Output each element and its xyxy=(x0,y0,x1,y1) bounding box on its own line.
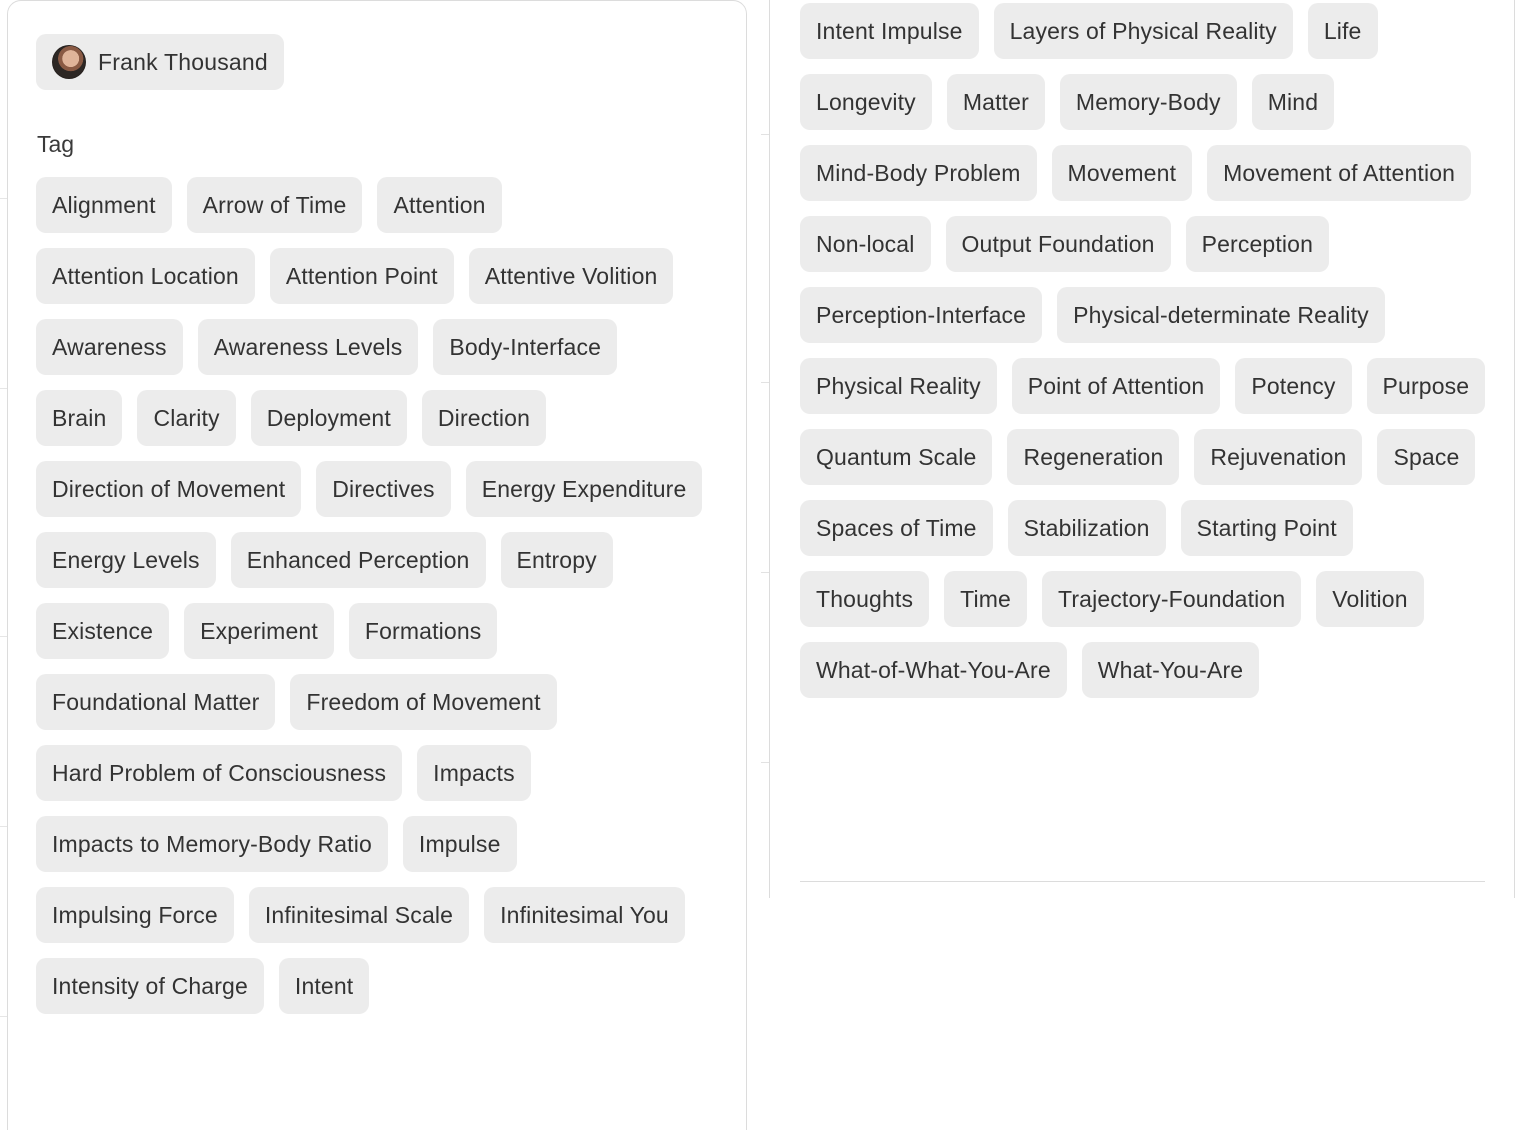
tag-chip-experiment[interactable]: Experiment xyxy=(184,603,334,659)
tag-list-left xyxy=(36,177,716,1014)
tag-chip-what-you-are[interactable]: What-You-Are xyxy=(1082,642,1259,698)
tag-chip-mind[interactable]: Mind xyxy=(1252,74,1334,130)
tag-chip-freedom-of-movement[interactable]: Freedom of Movement xyxy=(290,674,556,730)
tag-chip-deployment[interactable]: Deployment xyxy=(251,390,407,446)
tag-chip-movement[interactable]: Movement xyxy=(1052,145,1193,201)
tag-chip-infinitesimal-you[interactable]: Infinitesimal You xyxy=(484,887,685,943)
tag-chip-mind-body-problem[interactable]: Mind-Body Problem xyxy=(800,145,1037,201)
tag-chip-non-local[interactable]: Non-local xyxy=(800,216,931,272)
panel-gutter xyxy=(749,0,769,1130)
tag-chip-layers-of-physical-reality[interactable]: Layers of Physical Reality xyxy=(994,3,1293,59)
tag-chip-attention[interactable]: Attention xyxy=(377,177,501,233)
section-divider xyxy=(800,881,1485,882)
tag-chip-stabilization[interactable]: Stabilization xyxy=(1008,500,1166,556)
tag-list-right xyxy=(800,3,1490,698)
owner-name: Frank Thousand xyxy=(98,48,268,75)
tag-chip-volition[interactable]: Volition xyxy=(1316,571,1423,627)
tag-chip-body-interface[interactable]: Body-Interface xyxy=(433,319,617,375)
tag-chip-physical-determinate-reality[interactable]: Physical-determinate Reality xyxy=(1057,287,1385,343)
tag-chip-foundational-matter[interactable]: Foundational Matter xyxy=(36,674,275,730)
tag-chip-brain[interactable]: Brain xyxy=(36,390,122,446)
tag-chip-time[interactable]: Time xyxy=(944,571,1027,627)
tag-chip-intent-impulse[interactable]: Intent Impulse xyxy=(800,3,979,59)
tag-chip-memory-body[interactable]: Memory-Body xyxy=(1060,74,1237,130)
owner-chip[interactable] xyxy=(36,34,284,90)
tag-chip-enhanced-perception[interactable]: Enhanced Perception xyxy=(231,532,486,588)
tag-chip-matter[interactable]: Matter xyxy=(947,74,1045,130)
tag-chip-impacts[interactable]: Impacts xyxy=(417,745,531,801)
tag-chip-starting-point[interactable]: Starting Point xyxy=(1181,500,1353,556)
tags-panel-left xyxy=(7,0,747,1130)
tag-chip-energy-expenditure[interactable]: Energy Expenditure xyxy=(466,461,703,517)
tag-chip-regeneration[interactable]: Regeneration xyxy=(1007,429,1179,485)
tag-chip-space[interactable]: Space xyxy=(1377,429,1475,485)
tag-chip-potency[interactable]: Potency xyxy=(1235,358,1351,414)
tag-chip-direction-of-movement[interactable]: Direction of Movement xyxy=(36,461,301,517)
tag-chip-intensity-of-charge[interactable]: Intensity of Charge xyxy=(36,958,264,1014)
avatar-icon xyxy=(52,45,86,79)
tag-chip-awareness-levels[interactable]: Awareness Levels xyxy=(198,319,419,375)
tag-chip-existence[interactable]: Existence xyxy=(36,603,169,659)
tag-chip-attention-location[interactable]: Attention Location xyxy=(36,248,255,304)
tag-chip-longevity[interactable]: Longevity xyxy=(800,74,932,130)
tag-chip-infinitesimal-scale[interactable]: Infinitesimal Scale xyxy=(249,887,469,943)
tag-chip-energy-levels[interactable]: Energy Levels xyxy=(36,532,216,588)
tag-chip-quantum-scale[interactable]: Quantum Scale xyxy=(800,429,992,485)
background-edge xyxy=(0,0,7,1130)
tag-chip-entropy[interactable]: Entropy xyxy=(501,532,613,588)
tag-chip-output-foundation[interactable]: Output Foundation xyxy=(946,216,1171,272)
tag-chip-physical-reality[interactable]: Physical Reality xyxy=(800,358,997,414)
tag-chip-hard-problem-of-consciousness[interactable]: Hard Problem of Consciousness xyxy=(36,745,402,801)
tag-chip-spaces-of-time[interactable]: Spaces of Time xyxy=(800,500,993,556)
tag-chip-point-of-attention[interactable]: Point of Attention xyxy=(1012,358,1221,414)
tag-chip-intent[interactable]: Intent xyxy=(279,958,369,1014)
tag-chip-arrow-of-time[interactable]: Arrow of Time xyxy=(187,177,363,233)
tag-chip-impulse[interactable]: Impulse xyxy=(403,816,517,872)
tag-chip-life[interactable]: Life xyxy=(1308,3,1378,59)
tag-chip-purpose[interactable]: Purpose xyxy=(1367,358,1486,414)
tag-chip-what-of-what-you-are[interactable]: What-of-What-You-Are xyxy=(800,642,1067,698)
tag-chip-direction[interactable]: Direction xyxy=(422,390,546,446)
tag-chip-directives[interactable]: Directives xyxy=(316,461,450,517)
tag-chip-impulsing-force[interactable]: Impulsing Force xyxy=(36,887,234,943)
tags-panel-right xyxy=(769,0,1515,898)
tag-section-heading: Tag xyxy=(37,131,75,157)
tag-chip-awareness[interactable]: Awareness xyxy=(36,319,183,375)
tag-chip-clarity[interactable]: Clarity xyxy=(137,390,235,446)
tag-chip-attention-point[interactable]: Attention Point xyxy=(270,248,454,304)
tag-chip-alignment[interactable]: Alignment xyxy=(36,177,172,233)
tag-chip-attentive-volition[interactable]: Attentive Volition xyxy=(469,248,674,304)
tag-chip-formations[interactable]: Formations xyxy=(349,603,498,659)
tag-chip-rejuvenation[interactable]: Rejuvenation xyxy=(1194,429,1362,485)
tag-chip-perception-interface[interactable]: Perception-Interface xyxy=(800,287,1042,343)
tag-chip-trajectory-foundation[interactable]: Trajectory-Foundation xyxy=(1042,571,1301,627)
tag-chip-thoughts[interactable]: Thoughts xyxy=(800,571,929,627)
tag-chip-impacts-to-memory-body-ratio[interactable]: Impacts to Memory-Body Ratio xyxy=(36,816,388,872)
tag-chip-movement-of-attention[interactable]: Movement of Attention xyxy=(1207,145,1471,201)
tag-chip-perception[interactable]: Perception xyxy=(1186,216,1329,272)
